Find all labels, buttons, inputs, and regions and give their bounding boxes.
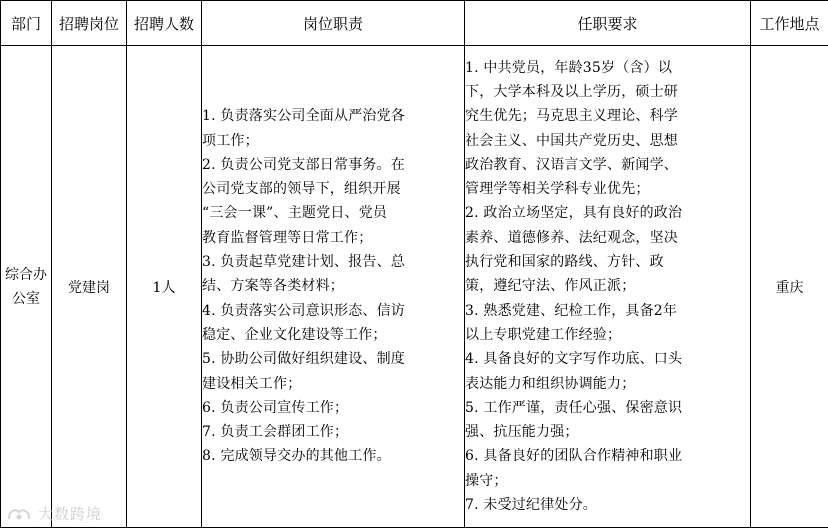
responsibility-line: 建设相关工作； [202, 375, 302, 392]
responsibility-line: 8. 完成领导交办的其他工作。 [202, 448, 391, 465]
requirement-line: 1. 中共党员，年龄35岁（含）以 [465, 59, 673, 76]
table-header-row [1, 1, 828, 46]
responsibilities-list [202, 104, 464, 468]
responsibility-line: 3. 负责起草党建计划、报告、总 [202, 254, 406, 271]
header-headcount: 招聘人数 [127, 1, 202, 46]
responsibility-line: 4. 负责落实公司意识形态、信访 [202, 302, 406, 319]
responsibility-line: 教育监督管理等日常工作； [202, 229, 373, 246]
responsibility-line: 6. 负责公司宣传工作； [202, 399, 349, 416]
requirement-line: 下，大学本科及以上学历，硕士研 [465, 83, 678, 100]
requirement-line: 管理学等相关学科专业优先； [465, 181, 650, 198]
cell-headcount: 1人 [127, 46, 202, 528]
responsibility-line: 公司党支部的领导下，组织开展 [202, 181, 401, 198]
cell-location: 重庆 [751, 46, 828, 528]
responsibility-line: 稳定、企业文化建设等工作； [202, 326, 387, 343]
watermark [6, 503, 102, 524]
requirement-line: 表达能力和组织协调能力； [465, 375, 636, 392]
responsibility-line: 2. 负责公司党支部日常事务。在 [202, 156, 406, 173]
requirement-line: 强、抗压能力强； [465, 424, 579, 441]
responsibility-line: 项工作； [202, 132, 259, 149]
requirement-line: 以上专职党建工作经验； [465, 326, 622, 343]
requirement-line: 5. 工作严谨，责任心强、保密意识 [465, 399, 683, 416]
requirement-line: 3. 熟悉党建、纪检工作，具备2年 [465, 302, 678, 319]
header-requirements: 任职要求 [465, 1, 751, 46]
watermark-text: 大数跨境 [38, 505, 103, 523]
table-row [1, 46, 828, 528]
brand-logo-icon [6, 505, 32, 523]
requirement-line: 操守； [465, 472, 508, 489]
cell-department: 综合办公室 [1, 46, 52, 528]
requirement-line: 政治教育、汉语言文学、新闻学、 [465, 156, 678, 173]
requirement-line: 2. 政治立场坚定，具有良好的政治 [465, 205, 683, 222]
responsibility-line: 1. 负责落实公司全面从严治党各 [202, 108, 406, 125]
requirement-line: 素养、道德修养、法纪观念，坚决 [465, 229, 678, 246]
requirement-line: 究生优先；马克思主义理论、科学 [465, 108, 678, 125]
header-position: 招聘岗位 [52, 1, 127, 46]
requirement-line: 7. 未受过纪律处分。 [465, 497, 598, 514]
requirements-list [465, 56, 750, 518]
header-department: 部门 [1, 1, 52, 46]
cell-responsibilities [202, 46, 465, 528]
requirement-line: 6. 具备良好的团队合作精神和职业 [465, 448, 683, 465]
requirement-line: 社会主义、中国共产党历史、思想 [465, 132, 678, 149]
requirement-line: 执行党和国家的路线、方针、政 [465, 254, 664, 271]
requirement-line: 策，遵纪守法、作风正派； [465, 278, 636, 295]
header-responsibilities: 岗位职责 [202, 1, 465, 46]
responsibility-line: “三会一课”、主题党日、党员 [202, 205, 388, 222]
header-location: 工作地点 [751, 1, 828, 46]
responsibility-line: 5. 协助公司做好组织建设、制度 [202, 351, 406, 368]
responsibility-line: 结、方案等各类材料； [202, 278, 344, 295]
requirement-line: 4. 具备良好的文字写作功底、口头 [465, 351, 683, 368]
cell-requirements [465, 46, 751, 528]
responsibility-line: 7. 负责工会群团工作； [202, 424, 349, 441]
cell-position: 党建岗 [52, 46, 127, 528]
